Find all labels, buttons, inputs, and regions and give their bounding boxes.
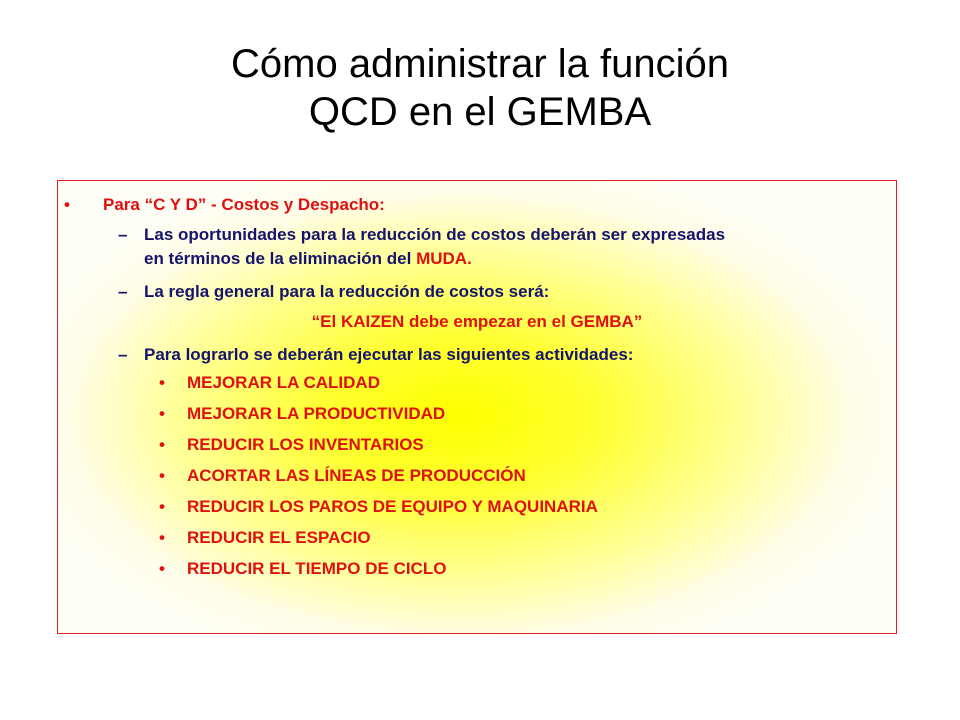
activity-bullet-marker: •	[159, 404, 165, 423]
slide-title-line-1: Cómo administrar la función	[231, 42, 729, 86]
activity-item: REDUCIR EL TIEMPO DE CICLO	[187, 559, 447, 578]
activity-item: MEJORAR LA CALIDAD	[187, 373, 380, 392]
activity-item: ACORTAR LAS LÍNEAS DE PRODUCCIÓN	[187, 466, 526, 485]
slide-title	[0, 40, 960, 136]
dash-marker: –	[118, 345, 128, 364]
content-box	[57, 180, 897, 634]
activity-item: REDUCIR EL ESPACIO	[187, 528, 371, 547]
activity-bullet-marker: •	[159, 497, 165, 516]
slide-title-line-2: QCD en el GEMBA	[308, 90, 652, 134]
kaizen-quote: “El KAIZEN debe empezar en el GEMBA”	[311, 312, 643, 331]
sub-item-1-line-1: Las oportunidades para la reducción de costos deberán ser expresadas	[144, 225, 726, 244]
dash-marker: –	[118, 225, 128, 244]
activity-bullet-marker: •	[159, 528, 165, 547]
activity-item: MEJORAR LA PRODUCTIVIDAD	[187, 404, 446, 423]
muda-emphasis: MUDA.	[416, 249, 472, 268]
sub-item-1-line-2	[144, 247, 472, 271]
sub-item-3: Para lograrlo se deberán ejecutar las siguientes actividades:	[144, 345, 634, 364]
dash-marker: –	[118, 282, 128, 301]
activity-bullet-marker: •	[159, 559, 165, 578]
sub-item-2: La regla general para la reducción de costos será:	[144, 282, 550, 301]
sub-item-1-text: en términos de la eliminación del	[144, 249, 417, 268]
activity-item: REDUCIR LOS PAROS DE EQUIPO Y MAQUINARIA	[187, 497, 598, 516]
activity-bullet-marker: •	[159, 373, 165, 392]
section-heading: Para “C Y D” - Costos y Despacho:	[103, 195, 385, 214]
main-bullet-marker: •	[64, 195, 70, 214]
activity-bullet-marker: •	[159, 466, 165, 485]
activity-item: REDUCIR LOS INVENTARIOS	[187, 435, 424, 454]
activity-bullet-marker: •	[159, 435, 165, 454]
